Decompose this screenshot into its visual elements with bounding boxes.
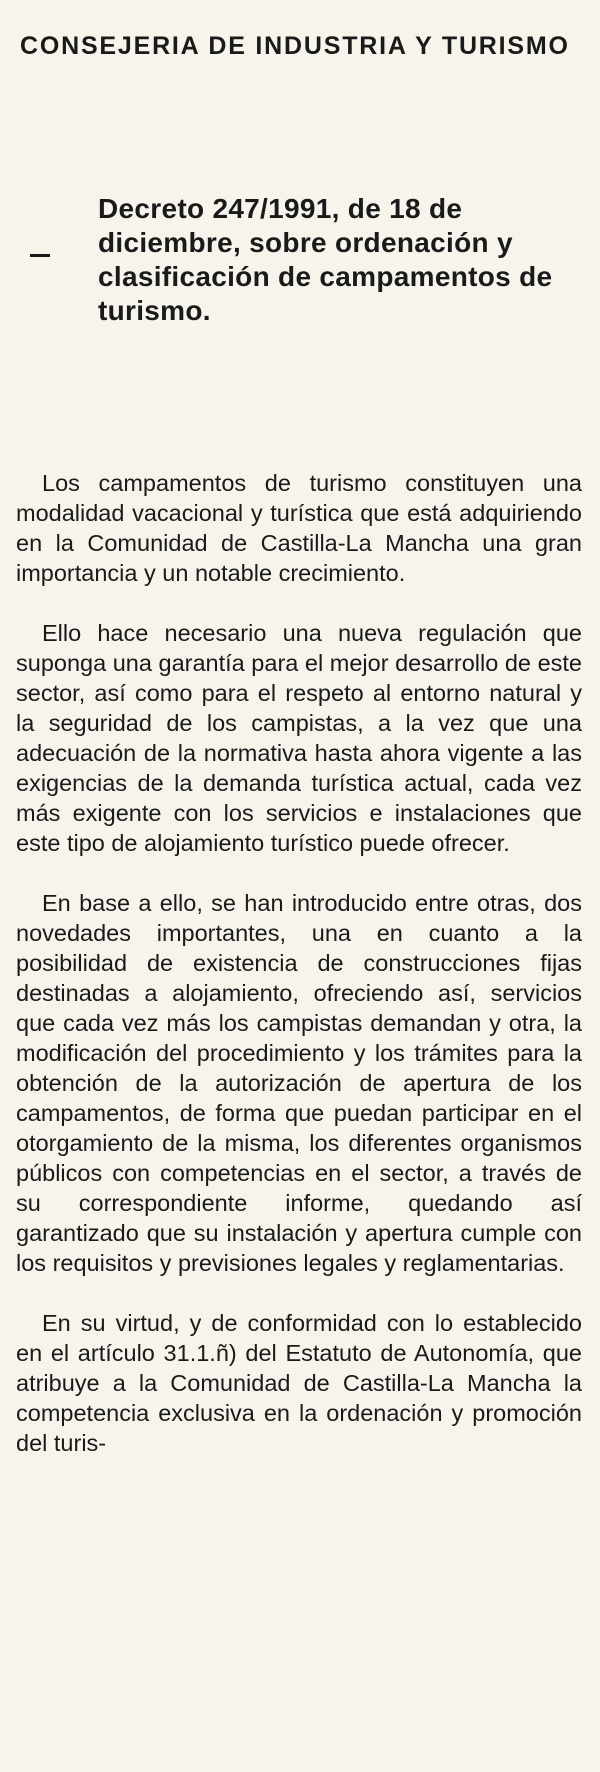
paragraph-1: Los campamentos de turismo constituyen una modalidad vacacional y turística que está adquiriendo en la Comunidad de Castilla-La Mancha una gran importancia y un notable crecimiento. <box>16 470 582 586</box>
paragraph-2: Ello hace necesario una nueva regulación que suponga una garantía para el mejor desarrollo de este sector, así como para el respeto al entorno natural y la seguridad de los campistas, a la vez que una adecuación de la normativa hasta ahora vigente a las exigencias de la demanda turística actual, cada vez más exigente con los servicios e instalaciones que este tipo de alojamiento turístico puede ofrecer. <box>16 620 582 856</box>
decree-title: Decreto 247/1991, de 18 de diciembre, sobre ordenación y clasificación de campamentos de turismo. <box>98 193 553 326</box>
paragraph-4: En su virtud, y de conformidad con lo establecido en el artículo 31.1.ñ) del Estatuto de Autonomía, que atribuye a la Comunidad de Castilla-La Mancha la competencia exclusiva en la ordenación y promoción del turis- <box>16 1310 582 1456</box>
decree-preamble <box>16 468 582 1488</box>
ministry-heading: CONSEJERIA DE INDUSTRIA Y TURISMO <box>20 32 570 60</box>
paragraph-3: En base a ello, se han introducido entre otras, dos novedades importantes, una en cuanto a la posibilidad de existencia de construcciones fijas destinadas a alojamiento, ofreciendo así, servicios que cada vez más los campistas demandan y otra, la modificación del procedimiento y los trámites para la obtención de la autorización de apertura de los campamentos, de forma que puedan participar en el otorgamiento de la misma, los diferentes organismos públicos con competencias en el sector, a través de su correspondiente informe, quedando así garantizado que su instalación y apertura cumple con los requisitos y previsiones legales y reglamentarias. <box>16 890 582 1276</box>
title-dash-mark <box>30 254 50 257</box>
